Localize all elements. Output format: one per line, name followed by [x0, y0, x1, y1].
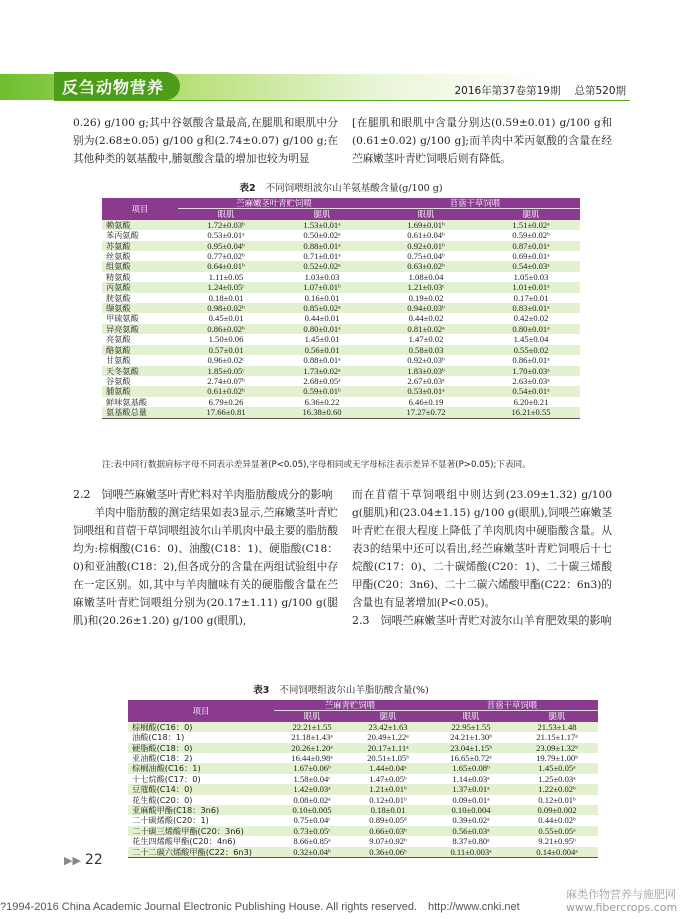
cell-value: 16.44±0.98ᵃ [291, 753, 333, 764]
cell-value: 0.11±0.003ᵃ [426, 847, 516, 858]
cell-value: 1.67±0.06ᵇ [293, 763, 331, 774]
table3-caption [0, 682, 682, 696]
cell-value: 23.04±1.15ᵇ [450, 742, 492, 753]
section-title: 反刍动物营养 [62, 78, 165, 97]
cell-value: 1.72±0.03ᵇ [207, 219, 245, 230]
cell-value: 21.15±1.17ᵃ [536, 732, 578, 743]
cell-value: 1.69±0.01ᵇ [407, 219, 445, 230]
cell-value: 0.18±0.01 [208, 292, 244, 303]
watermark [566, 888, 677, 914]
row-label: 二十碳烯酸(C20：1) [132, 815, 209, 826]
watermark-url: www.fibercrops.com [566, 901, 678, 914]
cell-value: 20.17±1.11ᵃ [367, 742, 409, 753]
cell-value: 0.80±0.01ᵃ [512, 323, 550, 334]
cell-value: 1.65±0.08ᵇ [452, 763, 490, 774]
cell-value: 0.45±0.01 [208, 313, 244, 324]
cell-value: 8.37±0.80ᵃ [452, 836, 490, 847]
table2-header-item: 项目 [102, 198, 178, 220]
row-label: 精氨酸 [106, 271, 131, 282]
intro-left-text: 0.26) g/100 g;其中谷氨酸含量最高,在腿肌和眼肌中分别为(2.68±0.05) g/100 g和(2.74±0.07) g/100 g;在其他种类的氨基酸中,脯氨酸含量的增加也较为明显 [73, 117, 338, 165]
table-row [128, 795, 598, 805]
cell-value: 9.21±0.95ᵇ [538, 836, 576, 847]
cell-value: 0.69±0.01ᵃ [512, 251, 550, 262]
cell-value: 1.51±0.02ᵃ [512, 219, 550, 230]
cell-value: 0.92±0.01ᵇ [407, 240, 445, 251]
table-row [128, 763, 598, 773]
cell-value: 1.47±0.05ᵇ [369, 773, 407, 784]
cell-value: 0.56±0.03ᵃ [452, 825, 490, 836]
cell-value: 0.55±0.05ᵃ [538, 825, 576, 836]
cell-value: 1.58±0.04ᶜ [293, 773, 331, 784]
row-label: 棕榈酸(C16：0) [132, 721, 193, 732]
cell-value: 0.12±0.01ᵇ [369, 794, 407, 805]
cell-value: 23.42±1.63 [368, 721, 408, 732]
section22-right-paragraph: 而在苜蓿干草饲喂组中则达到(23.09±1.32) g/100 g(腿肌)和(23.04±1.15) g/100 g(眼肌),饲喂苎麻嫩茎叶青贮在很大程度上降低了羊肉肌肉中硬脂酸含量。从表3的结果中还可以看出,经苎麻嫩茎叶青贮饲喂后十七烷酸(C17：0)、二十碳烯酸(C20：1)、二十碳三烯酸甲酯(C20：3n6)、二十二碳六烯酸甲酯(C22：6n3)的含量也有显著增加(P<0.05)。 [352, 489, 612, 609]
cell-value: 0.86±0.01ᵃ [512, 355, 550, 366]
row-label: 氨基酸总量 [102, 407, 178, 418]
row-label: 丙氨酸 [106, 282, 131, 293]
cell-value: 6.20±0.21 [513, 396, 549, 407]
row-label: 赖氨酸 [106, 219, 131, 230]
cell-value: 0.18±0.01 [370, 805, 406, 816]
cell-value: 19.79±1.00ᵇ [536, 753, 578, 764]
table2-title: 不同饲喂组波尔山羊氨基酸含量(g/100 g) [265, 183, 443, 194]
cell-value: 0.19±0.02 [408, 292, 444, 303]
cell-value: 0.80±0.01ᵃ [303, 323, 341, 334]
volume-issue: 2016年第37卷第19期 [454, 85, 561, 97]
cell-value: 1.45±0.04 [513, 334, 549, 345]
cell-value: 0.83±0.01ᵃ [512, 303, 550, 314]
row-label: 豆蔻酸(C14：0) [132, 784, 193, 795]
table-row [128, 722, 598, 732]
cell-value: 0.59±0.01ᵇ [303, 386, 341, 397]
row-label: 甘氨酸 [106, 355, 131, 366]
section22-right-column [352, 486, 612, 630]
cell-value: 0.59±0.02ᵇ [512, 230, 550, 241]
row-label: 酪氨酸 [106, 344, 131, 355]
header-rule [54, 100, 630, 101]
cell-value: 0.44±0.02ᵇ [538, 815, 576, 826]
table-row [102, 220, 580, 230]
cell-value: 0.39±0.02ᵃ [452, 815, 490, 826]
cell-value: 0.88±0.01ᵃ [303, 240, 341, 251]
cell-value: 0.09±0.01ᵃ [452, 794, 490, 805]
row-label: 二十二碳六烯酸甲酯(C22：6n3) [128, 847, 274, 858]
cell-value: 2.74±0.07ᵇ [207, 375, 245, 386]
cell-value: 1.45±0.01 [304, 334, 340, 345]
row-label: 异亮氨酸 [106, 323, 139, 334]
table3-sub-header: 腿肌 [350, 711, 426, 722]
row-label: 谷氨酸 [106, 375, 131, 386]
cell-value: 0.54±0.03ᵃ [512, 261, 550, 272]
page-number [64, 852, 103, 868]
cell-value: 0.08±0.02ᵃ [293, 794, 331, 805]
table3-number: 表3 [253, 685, 270, 696]
cell-value: 9.07±0.92ᵇ [369, 836, 407, 847]
table3-sub-header: 腿肌 [516, 711, 598, 722]
table3-sub-header: 眼肌 [426, 711, 516, 722]
table2 [102, 198, 580, 419]
table3-header-group2: 苜蓿干草饲喂 [426, 700, 598, 711]
cell-value: 6.46±0.19 [408, 396, 444, 407]
row-label: 亚油酸(C18：2) [132, 753, 193, 764]
table3-title: 不同饲喂组波尔山羊脂肪酸含量(%) [279, 685, 429, 696]
row-label: 脯氨酸 [106, 386, 131, 397]
table-row [128, 826, 598, 836]
cell-value: 1.83±0.03ᵇ [407, 365, 445, 376]
cell-value: 1.21±0.01ᵇ [369, 784, 407, 795]
section22-heading: 2.2 饲喂苎麻嫩茎叶青贮料对羊肉脂肪酸成分的影响 [73, 488, 333, 501]
cell-value: 0.50±0.02ᵃ [303, 230, 341, 241]
table2-header-group1: 苎麻嫩茎叶青贮饲喂 [178, 198, 370, 209]
table-row [128, 743, 598, 753]
cell-value: 0.85±0.02ᵃ [303, 303, 341, 314]
row-label: 丝氨酸 [106, 251, 131, 262]
table2-sub-header: 眼肌 [178, 209, 274, 220]
cell-value: 0.61±0.02ᵇ [207, 386, 245, 397]
table-row [102, 397, 580, 407]
cell-value: 0.88±0.01ᵃ [303, 355, 341, 366]
cell-value: 1.01±0.01ᵃ [512, 282, 550, 293]
cell-value: 0.81±0.02ᵃ [407, 323, 445, 334]
table-row [102, 251, 580, 261]
table-row [102, 334, 580, 344]
cell-value: 1.25±0.03ᵃ [538, 773, 576, 784]
table-row [102, 272, 580, 282]
table-row [102, 261, 580, 271]
table-row [128, 836, 598, 846]
section22-left-paragraph: 羊肉中脂肪酸的测定结果如表3显示,苎麻嫩茎叶青贮饲喂组和苜蓿干草饲喂组波尔山羊肌肉中最主要的脂肪酸均为:棕榈酸(C16：0)、油酸(C18：1)、硬脂酸(C18：0)和亚油酸(C18：2),但各成分的含量在两组试验组中存在一定区别。如,其中与羊肉膻味有关的硬脂酸含量在苎麻嫩茎叶青贮饲喂组分别为(20.17±1.11) g/100 g(腿肌)和(20.26±1.20) g/100 g(眼肌), [73, 507, 338, 627]
table-row [102, 345, 580, 355]
cell-value: 0.36±0.06ᵇ [350, 847, 426, 858]
table-row [128, 805, 598, 815]
table-row [102, 407, 580, 418]
cell-value: 1.70±0.03ᵃ [512, 365, 550, 376]
cell-value: 0.52±0.02ᵃ [303, 261, 341, 272]
cell-value: 0.75±0.04ᵇ [407, 251, 445, 262]
cell-value: 6.36±0.22 [304, 396, 340, 407]
table3-header-item: 项目 [128, 700, 274, 722]
cell-value: 1.14±0.03ᵃ [452, 773, 490, 784]
page-number-value: 22 [84, 852, 103, 868]
cell-value: 1.21±0.03ᶜ [407, 282, 445, 293]
table-row [102, 386, 580, 396]
table3-body [128, 722, 598, 858]
cell-value: 20.49±1.22ᵃ [367, 732, 409, 743]
cell-value: 1.44±0.04ᵃ [369, 763, 407, 774]
table-row [128, 784, 598, 794]
cell-value: 1.37±0.01ᵃ [452, 784, 490, 795]
cell-value: 0.17±0.01 [513, 292, 549, 303]
table2-sub-header: 腿肌 [274, 209, 370, 220]
cell-value: 0.10±0.005 [292, 805, 332, 816]
table-row [102, 230, 580, 240]
cell-value: 0.55±0.02 [513, 344, 549, 355]
cell-value: 21.53±1.48 [537, 721, 577, 732]
row-label: 苏氨酸 [106, 240, 131, 251]
table-row [102, 355, 580, 365]
cell-value: 0.42±0.02 [513, 313, 549, 324]
row-label: 亮氨酸 [106, 334, 131, 345]
table2-sub-header: 腿肌 [482, 209, 580, 220]
cell-value: 1.05±0.03 [513, 271, 549, 282]
cell-value: 16.38±0.60 [274, 407, 370, 418]
row-label: 十七烷酸(C17：0) [132, 773, 201, 784]
cell-value: 0.63±0.02ᵇ [407, 261, 445, 272]
cell-value: 0.61±0.04ᵇ [407, 230, 445, 241]
cell-value: 0.87±0.01ᵃ [512, 240, 550, 251]
cell-value: 0.53±0.01ᵃ [407, 386, 445, 397]
cell-value: 17.66±0.81 [178, 407, 274, 418]
cell-value: 1.73±0.02ᵃ [303, 365, 341, 376]
cell-value: 21.18±1.43ᵃ [291, 732, 333, 743]
table3 [128, 700, 598, 858]
table2-body [102, 220, 580, 418]
cell-value: 0.58±0.03 [408, 344, 444, 355]
cell-value: 0.14±0.004ᵃ [516, 847, 598, 858]
cell-value: 2.68±0.05ᵃ [303, 375, 341, 386]
table2-note: 注:表中同行数据肩标字母不同表示差异显著(P<0.05),字母相同或无字母标注表示差异不显著(P>0.05);下表同。 [102, 460, 531, 470]
table3-sub-header: 眼肌 [274, 711, 350, 722]
cell-value: 0.96±0.02ᶜ [207, 355, 245, 366]
cell-value: 16.21±0.55 [482, 407, 580, 418]
cell-value: 24.21±1.30ᵇ [450, 732, 492, 743]
cell-value: 6.79±0.26 [208, 396, 244, 407]
row-label: 缬氨酸 [106, 303, 131, 314]
section23-heading: 2.3 饲喂苎麻嫩茎叶青贮对波尔山羊育肥效果的影响 [352, 614, 612, 627]
section22-left-column [73, 486, 338, 630]
intro-left-column [73, 114, 338, 168]
page-marker-icon: ▶▶ [64, 854, 81, 867]
cell-value: 0.94±0.03ᵇ [407, 303, 445, 314]
cell-value: 1.85±0.05ᶜ [207, 365, 245, 376]
cell-value: 0.44±0.02 [408, 313, 444, 324]
row-label: 花生酸(C20：0) [132, 794, 193, 805]
row-label: 花生四烯酸甲酯(C20：4n6) [132, 836, 236, 847]
cell-value: 1.45±0.05ᵃ [538, 763, 576, 774]
table2-number: 表2 [239, 183, 256, 194]
cell-value: 22.21±1.55 [292, 721, 332, 732]
table-row [102, 241, 580, 251]
cell-value: 1.53±0.01ᵃ [303, 219, 341, 230]
cell-value: 0.32±0.04ᵇ [274, 847, 350, 858]
row-label: 苯丙氨酸 [106, 230, 139, 241]
cell-value: 1.03±0.03 [304, 271, 340, 282]
cell-value: 0.44±0.01 [304, 313, 340, 324]
row-label: 胱氨酸 [106, 292, 131, 303]
cell-value: 2.67±0.03ᵃ [407, 375, 445, 386]
table-row [102, 313, 580, 323]
cell-value: 0.66±0.03ᵇ [369, 825, 407, 836]
row-label: 亚麻酸甲酯(C18：3n6) [132, 805, 220, 816]
table-row [102, 303, 580, 313]
cell-value: 1.08±0.04 [408, 271, 444, 282]
table-row [128, 753, 598, 763]
cell-value: 1.50±0.06 [208, 334, 244, 345]
table-row [128, 732, 598, 742]
table2-caption [0, 180, 682, 194]
cell-value: 0.57±0.01 [208, 344, 244, 355]
cell-value: 2.63±0.03ᵃ [512, 375, 550, 386]
cell-value: 0.95±0.04ᵇ [207, 240, 245, 251]
cell-value: 0.10±0.004 [451, 805, 491, 816]
table-row [102, 282, 580, 292]
cell-value: 20.51±1.05ᵇ [367, 753, 409, 764]
table-row [128, 847, 598, 858]
cell-value: 0.73±0.05ᶜ [293, 825, 331, 836]
cell-value: 0.16±0.01 [304, 292, 340, 303]
copyright-text: ?1994-2016 China Academic Journal Electronic Publishing House. All rights reserved. http://www.cnki.net [0, 901, 520, 913]
cell-value: 23.09±1.32ᵇ [536, 742, 578, 753]
row-label: 甲硫氨酸 [106, 313, 139, 324]
cell-value: 0.98±0.02ᵇ [207, 303, 245, 314]
cell-value: 16.65±0.72ᵃ [450, 753, 492, 764]
table2-sub-header: 眼肌 [370, 209, 482, 220]
intro-right-column [352, 114, 612, 168]
table-row [102, 293, 580, 303]
cell-value: 0.71±0.01ᵃ [303, 251, 341, 262]
cell-value: 17.27±0.72 [370, 407, 482, 418]
table2-header-group2: 苜蓿干草饲喂 [370, 198, 580, 209]
table-row [128, 774, 598, 784]
row-label: 油酸(C18：1) [132, 732, 185, 743]
row-label: 组氨酸 [106, 261, 131, 272]
cell-value: 0.86±0.02ᵇ [207, 323, 245, 334]
cell-value: 0.77±0.02ᵇ [207, 251, 245, 262]
row-label: 天冬氨酸 [106, 365, 139, 376]
row-label: 棕榈油酸(C16：1) [132, 763, 201, 774]
cell-value: 0.64±0.01ᵇ [207, 261, 245, 272]
row-label: 硬脂酸(C18：0) [132, 742, 193, 753]
cell-value: 1.11±0.05 [208, 271, 244, 282]
cell-value: 0.89±0.05ᵈ [369, 815, 407, 826]
cell-value: 20.26±1.20ᵃ [291, 742, 333, 753]
cell-value: 1.24±0.05ᶜ [207, 282, 245, 293]
cell-value: 0.56±0.01 [304, 344, 340, 355]
cell-value: 0.12±0.01ᵇ [538, 794, 576, 805]
cell-value: 1.22±0.02ᵇ [538, 784, 576, 795]
cell-value: 8.66±0.85ᵃ [293, 836, 331, 847]
cell-value: 1.07±0.01ᵇ [303, 282, 341, 293]
cell-value: 1.42±0.03ᵃ [293, 784, 331, 795]
total-issue: 总第520期 [574, 85, 626, 97]
cell-value: 0.09±0.002 [537, 805, 577, 816]
table-row [102, 324, 580, 334]
row-label: 鲜味氨基酸 [106, 396, 147, 407]
row-label: 二十碳三烯酸甲酯(C20：3n6) [132, 825, 244, 836]
cell-value: 0.54±0.01ᵃ [512, 386, 550, 397]
watermark-title: 麻类作物营养与施肥网 [566, 888, 676, 901]
table-row [128, 815, 598, 825]
cell-value: 0.75±0.04ᶜ [293, 815, 331, 826]
cell-value: 0.92±0.03ᵇ [407, 355, 445, 366]
issue-info [441, 83, 627, 98]
intro-right-text: [在腿肌和眼肌中含量分别达(0.59±0.01) g/100 g和(0.61±0.02) g/100 g];而羊肉中苯丙氨酸的含量在经苎麻嫩茎叶青贮饲喂后则有降低。 [352, 117, 612, 165]
table-row [102, 366, 580, 376]
cell-value: 0.53±0.01ᵃ [207, 230, 245, 241]
table-row [102, 376, 580, 386]
table3-header-group1: 苎麻青贮饲喂 [274, 700, 426, 711]
cell-value: 1.47±0.02 [408, 334, 444, 345]
cell-value: 22.95±1.55 [451, 721, 491, 732]
